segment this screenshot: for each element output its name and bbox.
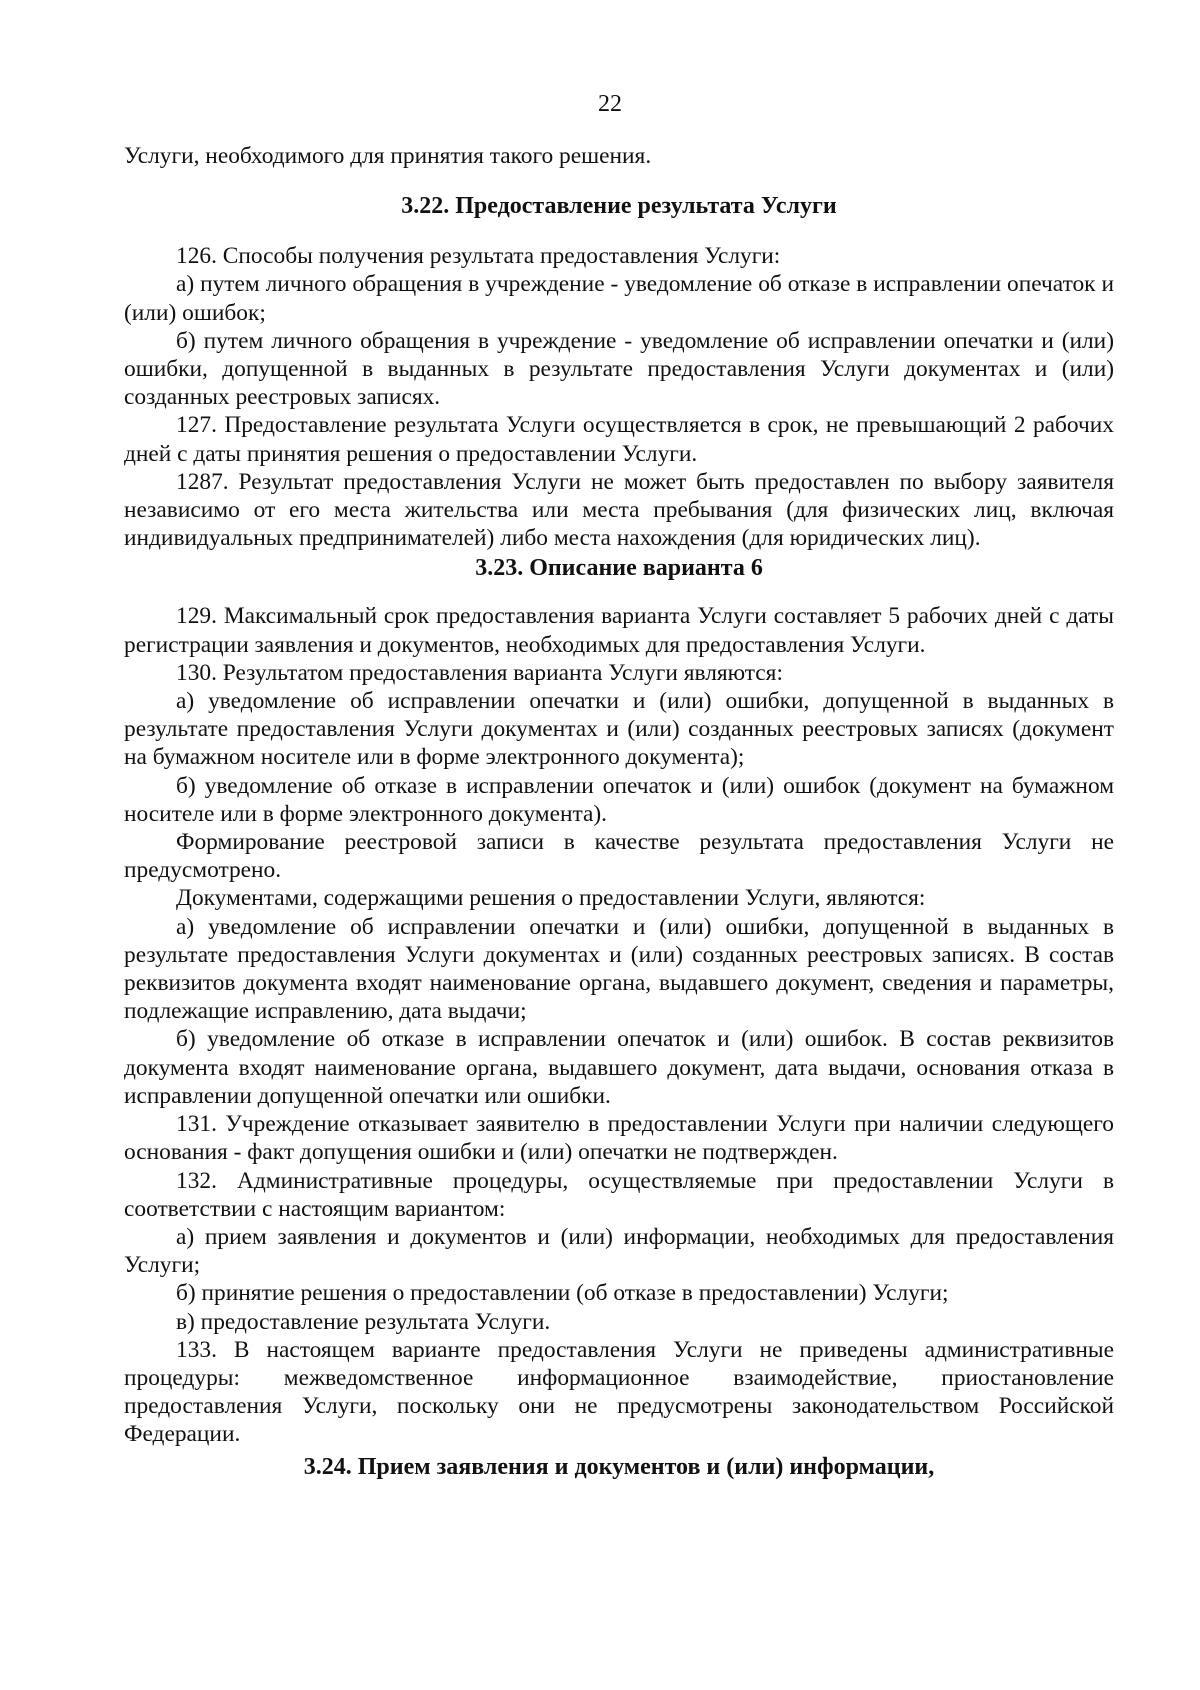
paragraph-126-b: б) путем личного обращения в учреждение - уведомление об исправлении опечатки и (или) ошибки, допущенной в выданных в результате предоставления Услуги документах и (или) созданных реестровых записях. xyxy=(124,327,1114,411)
paragraph-130-documents-a: а) уведомление об исправлении опечатки и (или) ошибки, допущенной в выданных в результате предоставления Услуги документах и (или) созданных реестровых записях. В состав реквизитов документа входят наименование органа, выдавшего документ, сведения и параметры, подлежащие исправлению, дата выдачи; xyxy=(124,913,1114,1025)
paragraph-126: 126. Способы получения результата предоставления Услуги: xyxy=(176,243,781,270)
paragraph-127: 127. Предоставление результата Услуги осуществляется в срок, не превышающий 2 рабочих дней с даты принятия решения о предоставлении Услуги. xyxy=(124,412,1114,467)
paragraph-132-a: а) прием заявления и документов и (или) информации, необходимых для предоставления Услуги; xyxy=(124,1223,1114,1279)
paragraph-132-c: в) предоставление результата Услуги. xyxy=(176,1308,551,1335)
paragraph-130-documents: Документами, содержащими решения о предоставлении Услуги, являются: xyxy=(176,885,926,912)
paragraph-130-registry: Формирование реестровой записи в качестве результата предоставления Услуги не предусмотрено. xyxy=(124,829,1114,884)
paragraph-130-b: б) уведомление об отказе в исправлении опечаток и (или) ошибок (документ на бумажном носителе или в форме электронного документа). xyxy=(124,772,1114,827)
document-body xyxy=(124,142,1114,1481)
paragraph-126-a: а) путем личного обращения в учреждение - уведомление об отказе в исправлении опечаток и (или) ошибок; xyxy=(124,271,1114,326)
paragraph-130: 130. Результатом предоставления варианта Услуги являются: xyxy=(176,659,783,686)
section-heading-3-22: 3.22. Предоставление результата Услуги xyxy=(401,193,837,220)
paragraph-130-a: а) уведомление об исправлении опечатки и (или) ошибки, допущенной в выданных в результате предоставления Услуги документах и (или) созданных реестровых записях (документ на бумажном носителе или в форме электронного документа); xyxy=(124,688,1114,771)
continuation-paragraph: Услуги, необходимого для принятия такого решения. xyxy=(124,143,652,169)
section-heading-3-23: 3.23. Описание варианта 6 xyxy=(475,555,763,582)
paragraph-132: 132. Административные процедуры, осуществляемые при предоставлении Услуги в соответствии с настоящим вариантом: xyxy=(124,1167,1114,1222)
page-number: 22 xyxy=(598,91,622,117)
paragraph-129: 129. Максимальный срок предоставления варианта Услуги составляет 5 рабочих дней с даты регистрации заявления и документов, необходимых для предоставления Услуги. xyxy=(124,603,1114,658)
paragraph-130-documents-b: б) уведомление об отказе в исправлении опечаток и (или) ошибок. В состав реквизитов документа входят наименование органа, выдавшего документ, дата выдачи, основания отказа в исправлении допущенной опечатки или ошибки. xyxy=(124,1026,1114,1109)
paragraph-132-b: б) принятие решения о предоставлении (об отказе в предоставлении) Услуги; xyxy=(176,1280,949,1307)
paragraph-128: 1287. Результат предоставления Услуги не может быть предоставлен по выбору заявителя независимо от его места жительства или места пребывания (для физических лиц, включая индивидуальных предпринимателей) либо места нахождения (для юридических лиц). xyxy=(124,468,1114,552)
section-heading-3-24: 3.24. Прием заявления и документов и (или) информации, xyxy=(303,1453,935,1480)
paragraph-133: 133. В настоящем варианте предоставления Услуги не приведены административные процедуры: межведомственное информационное взаимодействие, приостановление предоставления Услуги, поскольку они не предусмотрены законодательством Российской Федерации. xyxy=(124,1336,1114,1448)
paragraph-131: 131. Учреждение отказывает заявителю в предоставлении Услуги при наличии следующего основания - факт допущения ошибки и (или) опечатки не подтвержден. xyxy=(124,1111,1114,1166)
